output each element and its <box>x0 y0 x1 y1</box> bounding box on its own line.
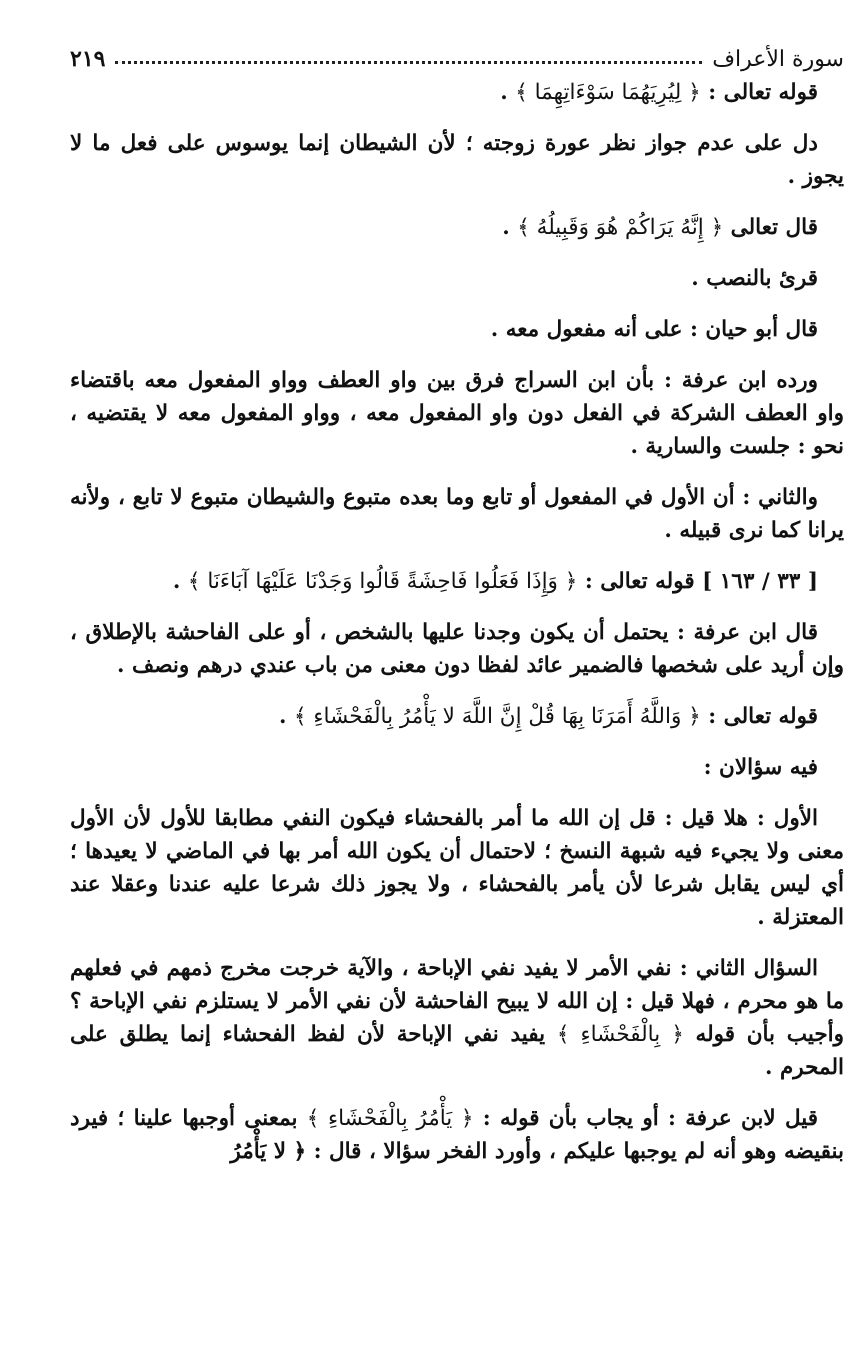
paragraph-5: قال أبو حيان : على أنه مفعول معه . <box>490 317 818 342</box>
quran-verse: ﴿ يَأْمُرُ بِالْفَحْشَاءِ ﴾ <box>306 1106 474 1131</box>
paragraph-10: قوله تعالى : ﴿ وَاللَّهُ أَمَرَنَا بِهَا قُلْ إِنَّ اللَّهَ لا يَأْمُرُ بِالْفَحْشَاءِ ﴾ . <box>279 704 818 729</box>
surah-title: سورة الأعراف <box>712 47 844 72</box>
quran-verse: ﴿ وَإِذَا فَعَلُوا فَاحِشَةً قَالُوا وَجَدْنَا عَلَيْهَا آبَاءَنَا ﴾ <box>187 569 578 594</box>
running-header <box>70 36 844 72</box>
paragraph-9: قال ابن عرفة : يحتمل أن يكون وجدنا عليها بالشخص ، أو على الفاحشة بالإطلاق ، وإن أريد على شخصها فالضمير عائد لفظا دون معنى من باب عندي درهم ونصف . <box>70 620 844 678</box>
quran-verse: ﴿ بِالْفَحْشَاءِ ﴾ <box>556 1022 684 1047</box>
quran-verse: ﴿ وَاللَّهُ أَمَرَنَا بِهَا قُلْ إِنَّ اللَّهَ لا يَأْمُرُ بِالْفَحْشَاءِ ﴾ <box>293 704 701 729</box>
page-number: ٢١٩ <box>70 46 106 72</box>
header-dotted-leader <box>115 61 702 64</box>
quran-verse: ﴿ إِنَّهُ يَرَاكُمْ هُوَ وَقَبِيلُهُ ﴾ <box>517 215 724 240</box>
quran-verse: ﴿ لِيُرِيَهُمَا سَوْءَاتِهِمَا ﴾ <box>515 80 701 105</box>
paragraph-14: قيل لابن عرفة : أو يجاب بأن قوله : ﴿ يَأْمُرُ بِالْفَحْشَاءِ ﴾ بمعنى أوجبها علينا ؛ فيرد بنقيضه وهو أنه لم يوجبها عليكم ، وأورد الفخر سؤالا ، قال : ﴿ لا يَأْمُرُ <box>70 1106 844 1164</box>
paragraph-12: الأول : هلا قيل : قل إن الله ما أمر بالفحشاء فيكون النفي مطابقا للأول لأن الأول معنى ولا يجيء فيه شبهة النسخ ؛ لاحتمال أن يكون الله أمر بها في الماضي لا يعيدها ؛ أي ليس يقابل شرعا لأن يأمر بالفحشاء ، ولا يجوز ذلك شرعا عليه عندنا وعقلا عند المعتزلة . <box>70 806 844 930</box>
paragraph-6: ورده ابن عرفة : بأن ابن السراج فرق بين واو العطف وواو المفعول معه باقتضاء واو العطف الشركة في الفعل دون واو المفعول معه ، وواو المفعول معه لا يقتضيه ، نحو : جلست والسارية . <box>70 368 844 459</box>
paragraph-13: السؤال الثاني : نفي الأمر لا يفيد نفي الإباحة ، والآية خرجت مخرج ذمهم في فعلهم ما هو محرم ، فهلا قيل : إن الله لا يبيح الفاحشة لأن نفي الأمر لا يستلزم نفي الإباحة ؟ وأجيب بأن قوله ﴿ بِالْفَحْشَاءِ ﴾ يفيد نفي الإباحة لأن لفظ الفحشاء إنما يطلق على المحرم . <box>70 956 844 1080</box>
paragraph-4: قرئ بالنصب . <box>691 266 818 291</box>
paragraph-11: فيه سؤالان : <box>703 755 818 780</box>
paragraph-8: [ ٣٣ / ١٦٣ ] قوله تعالى : ﴿ وَإِذَا فَعَلُوا فَاحِشَةً قَالُوا وَجَدْنَا عَلَيْهَا آبَاءَنَا ﴾ . <box>172 569 818 594</box>
paragraph-1: قوله تعالى : ﴿ لِيُرِيَهُمَا سَوْءَاتِهِمَا ﴾ . <box>500 80 818 105</box>
paragraph-2: دل على عدم جواز نظر عورة زوجته ؛ لأن الشيطان إنما يوسوس على فعل ما لا يجوز . <box>70 131 844 189</box>
book-page <box>70 36 844 1168</box>
paragraph-3: قال تعالى ﴿ إِنَّهُ يَرَاكُمْ هُوَ وَقَبِيلُهُ ﴾ . <box>502 215 818 240</box>
paragraph-7: والثاني : أن الأول في المفعول أو تابع وما بعده متبوع والشيطان متبوع لا تابع ، ولأنه يرانا كما نرى قبيله . <box>70 485 844 543</box>
